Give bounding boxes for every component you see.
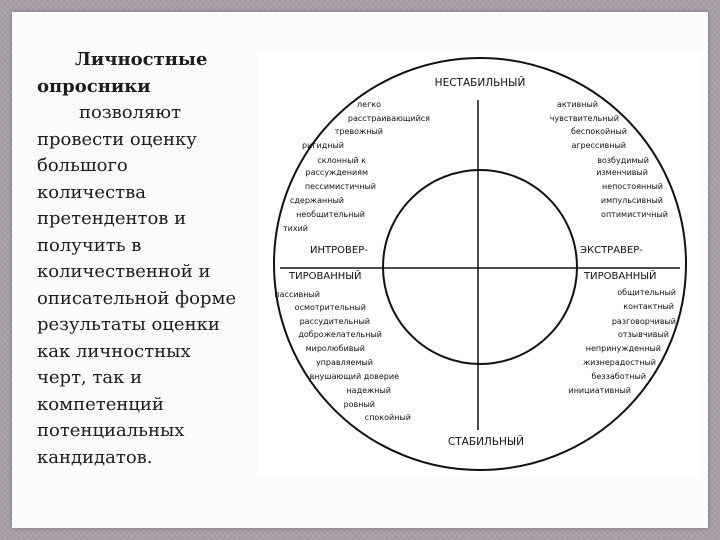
trait-label: разговорчивый	[611, 317, 676, 326]
trait-label: легко	[357, 100, 381, 109]
body-line: получить в	[37, 234, 142, 256]
trait-label: возбудимый	[597, 156, 649, 165]
body-line: результаты оценки	[37, 314, 220, 335]
axis-label-right-2: ТИРОВАННЫЙ	[584, 271, 657, 282]
body-line: кандидатов.	[37, 446, 153, 468]
trait-label: непринужденный	[585, 344, 661, 353]
body-line: описательной форме	[37, 287, 237, 309]
trait-label: непостоянный	[601, 182, 663, 191]
trait-label: склонный к	[317, 156, 366, 165]
axis-label-left-2: ТИРОВАННЫЙ	[289, 271, 362, 282]
trait-label: жизнерадостный	[582, 358, 656, 367]
axis-label-top: НЕСТАБИЛЬНЫЙ	[434, 77, 526, 89]
trait-label: сдержанный	[289, 196, 344, 205]
body-line: претендентов и	[37, 208, 187, 229]
body-line: количественной и	[37, 261, 211, 282]
trait-label: надежный	[346, 386, 391, 395]
trait-label: активный	[556, 100, 598, 109]
body-line: черт, так и	[37, 367, 143, 388]
trait-label: управляемый	[315, 358, 373, 367]
trait-label: ригидный	[302, 141, 344, 150]
heading-line-2: опросники	[37, 75, 151, 97]
trait-label: осмотрительный	[294, 303, 366, 312]
personality-diagram	[258, 52, 701, 478]
upper-left-traits	[283, 100, 430, 233]
trait-label: чувствительный	[549, 114, 619, 123]
trait-label: инициативный	[568, 386, 631, 395]
outer-circle	[274, 58, 686, 470]
axis-label-right-1: ЭКСТРАВЕР-	[580, 245, 643, 256]
body-line: большого	[37, 155, 128, 176]
body-line: провести оценку	[37, 128, 197, 150]
trait-label: импульсивный	[600, 196, 663, 205]
trait-label: миролюбивый	[305, 344, 365, 353]
trait-label: пессимистичный	[304, 182, 376, 191]
inner-circle	[383, 170, 577, 364]
body-line: компетенций	[37, 393, 164, 415]
trait-label: отзывчивый	[618, 330, 669, 339]
trait-label: ровный	[343, 400, 375, 409]
upper-right-traits	[550, 100, 668, 219]
trait-label: контактный	[623, 302, 674, 311]
body-line: количества	[37, 181, 146, 203]
trait-label: спокойный	[364, 413, 411, 422]
trait-label: тревожный	[334, 127, 383, 136]
body-line: позволяют	[79, 102, 182, 123]
body-line: потенциальных	[37, 420, 185, 441]
trait-label: общительный	[617, 288, 676, 297]
trait-label: рассуждениям	[305, 168, 368, 177]
trait-label: внушающий доверие	[309, 372, 399, 381]
slide-text	[37, 47, 267, 471]
trait-label: необщительный	[296, 210, 365, 219]
trait-label: беззаботный	[591, 372, 646, 381]
trait-label: оптимистичный	[601, 210, 668, 219]
body-line: как личностных	[37, 340, 191, 362]
trait-label: доброжелательный	[298, 330, 382, 339]
trait-label: беспокойный	[570, 127, 627, 136]
trait-label: пассивный	[274, 290, 320, 299]
lower-right-traits	[569, 288, 677, 395]
heading-line-1: Личностные	[75, 49, 208, 70]
trait-label: изменчивый	[596, 168, 648, 177]
trait-label: агрессивный	[571, 141, 626, 150]
trait-label: тихий	[283, 224, 308, 233]
trait-label: расстраивающийся	[347, 114, 430, 123]
personality-diagram-svg	[258, 52, 701, 478]
axis-label-left-1: ИНТРОВЕР-	[310, 245, 368, 256]
trait-label: рассудительный	[299, 317, 370, 326]
axis-label-bottom: СТАБИЛЬНЫЙ	[447, 436, 525, 448]
